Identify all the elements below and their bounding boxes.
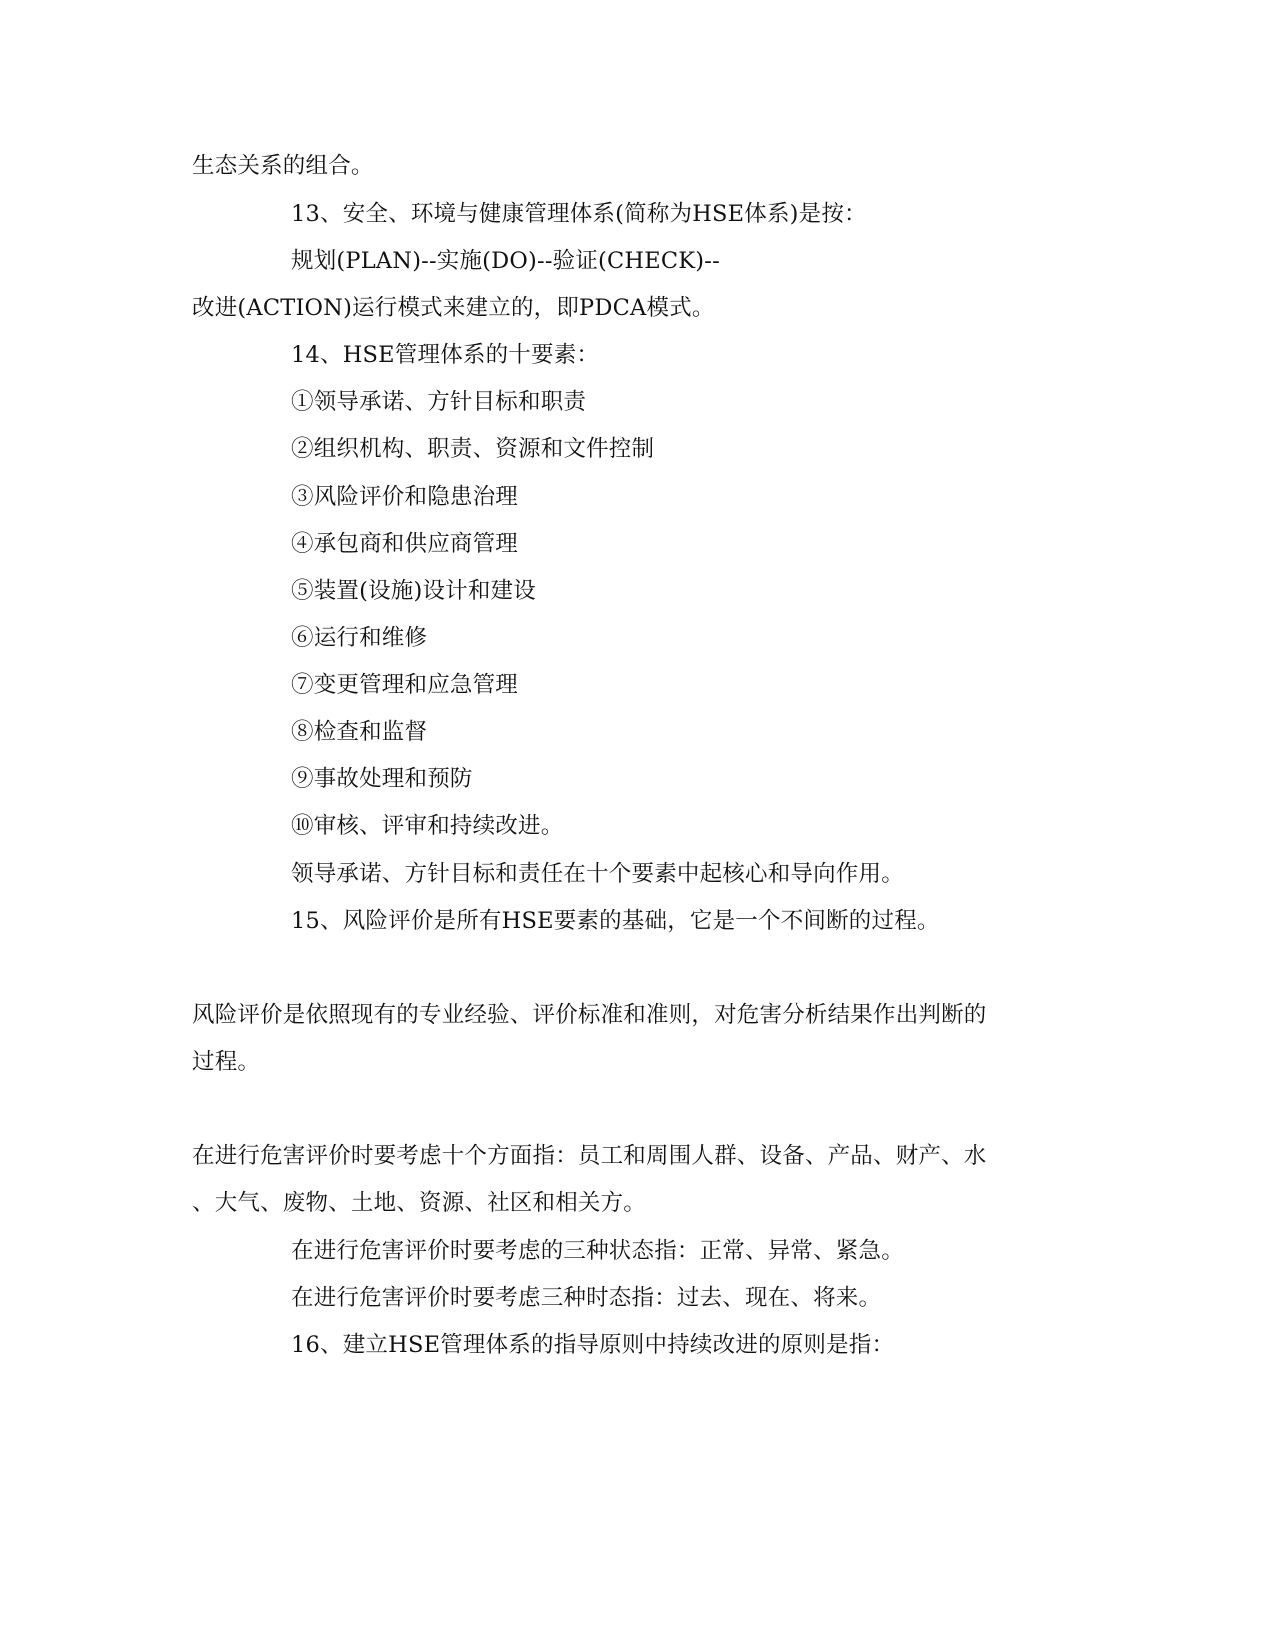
- text-line: 领导承诺、方针目标和责任在十个要素中起核心和导向作用。: [291, 861, 904, 887]
- text-line: 13、安全、环境与健康管理体系(简称为HSE体系)是按：: [291, 201, 867, 227]
- text-line: 15、风险评价是所有HSE要素的基础，它是一个不间断的过程。: [291, 908, 940, 934]
- text-line: 、大气、废物、土地、资源、社区和相关方。: [192, 1190, 647, 1216]
- list-item: ①领导承诺、方针目标和职责: [291, 389, 587, 415]
- text-line: 改进(ACTION)运行模式来建立的，即PDCA模式。: [192, 295, 715, 321]
- list-item: ③风险评价和隐患治理: [291, 484, 519, 510]
- text-line: 在进行危害评价时要考虑十个方面指：员工和周围人群、设备、产品、财产、水: [192, 1143, 987, 1169]
- text-line: 16、建立HSE管理体系的指导原则中持续改进的原则是指：: [291, 1332, 895, 1358]
- list-item: ⑦变更管理和应急管理: [291, 672, 519, 698]
- list-item: ④承包商和供应商管理: [291, 531, 519, 557]
- list-item: ⑩审核、评审和持续改进。: [291, 813, 564, 839]
- text-line: 规划(PLAN)--实施(DO)--验证(CHECK)--: [291, 248, 720, 274]
- list-item: ⑨事故处理和预防: [291, 766, 473, 792]
- text-line: 生态关系的组合。: [192, 153, 374, 179]
- text-line: 风险评价是依照现有的专业经验、评价标准和准则，对危害分析结果作出判断的: [192, 1002, 987, 1028]
- text-line: 在进行危害评价时要考虑的三种状态指：正常、异常、紧急。: [291, 1238, 904, 1264]
- list-item: ⑥运行和维修: [291, 625, 428, 651]
- text-line: 过程。: [192, 1049, 261, 1075]
- list-item: ②组织机构、职责、资源和文件控制: [291, 436, 655, 462]
- text-line: 14、HSE管理体系的十要素：: [291, 342, 600, 368]
- list-item: ⑤装置(设施)设计和建设: [291, 578, 536, 604]
- text-line: 在进行危害评价时要考虑三种时态指：过去、现在、将来。: [291, 1285, 882, 1311]
- list-item: ⑧检查和监督: [291, 719, 428, 745]
